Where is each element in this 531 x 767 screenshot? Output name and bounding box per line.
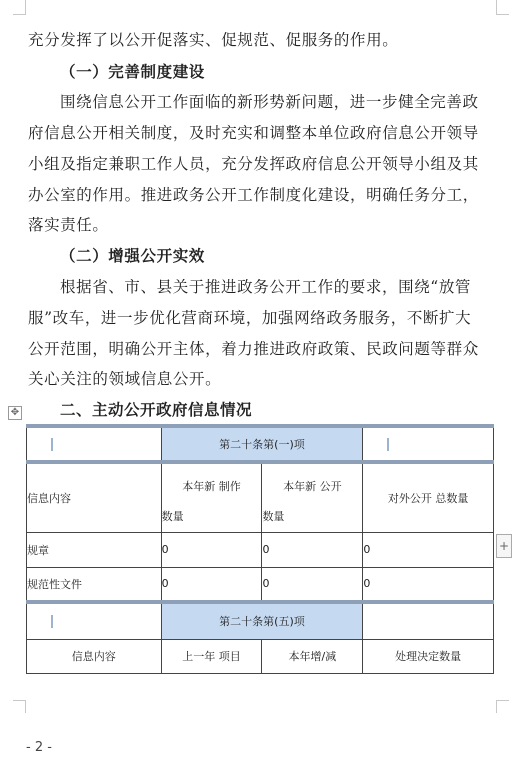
page-number: - 2 - (26, 740, 52, 755)
paragraph-line: 公开范围，明确公开主体，着力推进政府政策、民政问题等群众 (28, 340, 479, 358)
table-row (27, 567, 494, 602)
cell-marker (51, 615, 53, 628)
add-column-button[interactable]: + (496, 534, 512, 558)
article-20-1-header[interactable]: 第二十条第(一)项 (161, 426, 363, 462)
paragraph-line: 落实责任。 (28, 216, 109, 234)
paragraph-line: 关心关注的领域信息公开。 (28, 370, 222, 388)
section-heading-1: （一）完善制度建设 (60, 62, 205, 81)
row2-content-header[interactable]: 信息内容 (27, 639, 162, 673)
table-cell[interactable] (363, 426, 494, 462)
cell-marker (51, 438, 53, 451)
article-20-5-header[interactable]: 第二十条第(五)项 (161, 602, 363, 639)
table-row (27, 639, 494, 673)
crop-mark-bottom-right (496, 700, 509, 713)
paragraph-line: 府信息公开相关制度，及时充实和调整本单位政府信息公开领导 (28, 124, 479, 142)
header-text: 本年新 制作 (182, 479, 241, 493)
paragraph-line: 服”改车，进一步优化营商环境，加强网络政务服务，不断扩大 (28, 309, 472, 327)
value-cell[interactable]: 0 (363, 567, 494, 602)
paragraph-line: 根据省、市、县关于推进政务公开工作的要求，围绕“放管 (60, 278, 472, 296)
header-text: 数量 (161, 509, 184, 523)
value-cell[interactable]: 0 (262, 567, 363, 602)
info-table (26, 424, 494, 674)
paragraph-line: 充分发挥了以公开促落实、促规范、促服务的作用。 (28, 31, 399, 49)
table-move-handle-icon[interactable]: ✥ (8, 406, 22, 420)
row2-change-header[interactable]: 本年增/减 (262, 639, 363, 673)
crop-mark-top-left (13, 0, 26, 15)
crop-mark-top-right (496, 0, 509, 15)
column-header-new-made[interactable] (161, 462, 262, 532)
column-header-total[interactable]: 对外公开 总数量 (363, 462, 494, 532)
table-cell[interactable] (363, 602, 494, 639)
paragraph-line: 办公室的作用。推进政务公开工作制度化建设，明确任务分工， (28, 186, 479, 204)
column-header-new-public[interactable] (262, 462, 363, 532)
value-cell[interactable]: 0 (161, 532, 262, 567)
paragraph-line: 小组及指定兼职工作人员，充分发挥政府信息公开领导小组及其 (28, 155, 479, 173)
paragraph-line: 围绕信息公开工作面临的新形势新问题，进一步健全完善政 (60, 93, 479, 111)
column-header-content[interactable]: 信息内容 (27, 462, 162, 532)
section-heading-2: （二）增强公开实效 (60, 246, 205, 265)
table-row (27, 426, 494, 462)
table-row (27, 462, 494, 532)
value-cell[interactable]: 0 (161, 567, 262, 602)
table-row (27, 602, 494, 639)
value-cell[interactable]: 0 (363, 532, 494, 567)
table-cell[interactable] (27, 426, 162, 462)
value-cell[interactable]: 0 (262, 532, 363, 567)
row-label[interactable]: 规章 (27, 532, 162, 567)
row-label[interactable]: 规范性文件 (27, 567, 162, 602)
table-row (27, 532, 494, 567)
crop-mark-bottom-left (13, 700, 26, 713)
header-text: 数量 (262, 509, 285, 523)
row2-prev-header[interactable]: 上一年 项目 (161, 639, 262, 673)
header-text: 本年新 公开 (283, 479, 342, 493)
row2-decision-header[interactable]: 处理决定数量 (363, 639, 494, 673)
cell-marker (387, 438, 389, 451)
part-heading-2: 二、主动公开政府信息情况 (60, 401, 253, 419)
table-cell[interactable] (27, 602, 162, 639)
